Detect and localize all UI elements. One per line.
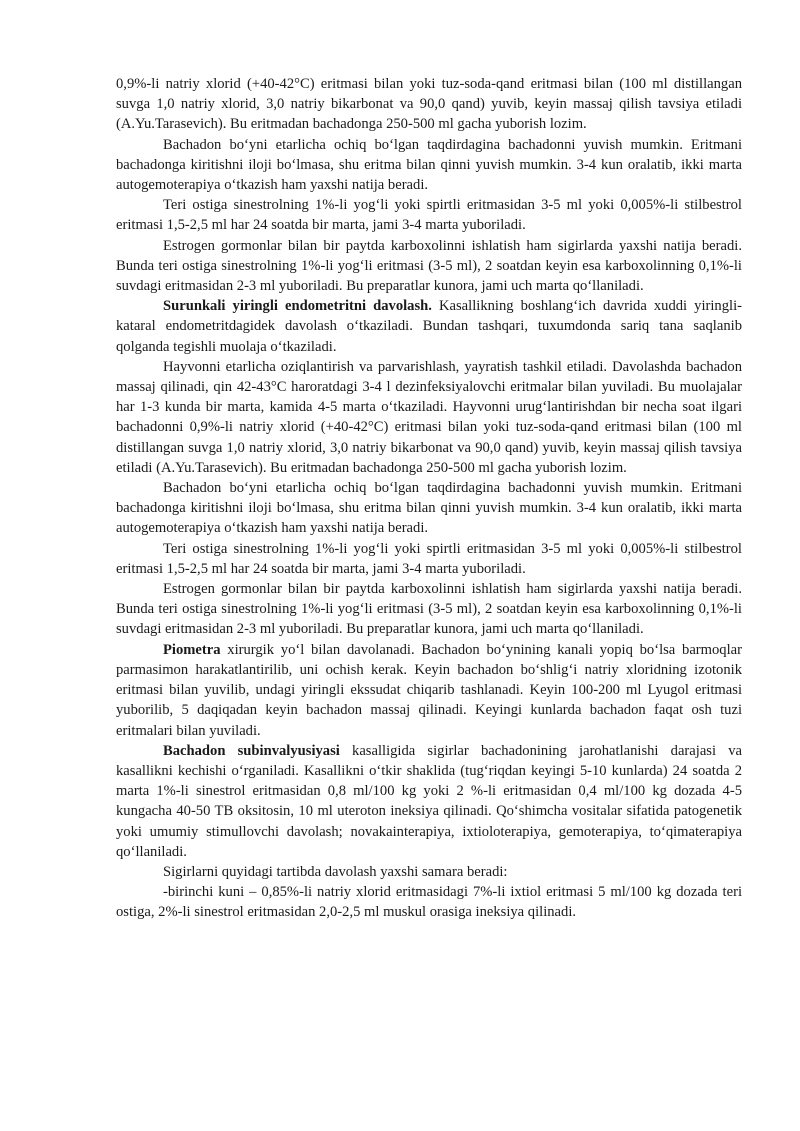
- paragraph: [116, 862, 742, 882]
- paragraph: [116, 882, 742, 922]
- paragraph: [116, 236, 742, 297]
- paragraph: [116, 478, 742, 539]
- paragraph-text: Kasallikning boshlang‘ich davrida xuddi yiringli-kataral endometritdagidek davolash o‘tkaziladi. Bundan tashqari, tuxumdonda sariq tana saqlanib qolganda tegishli muolaja o‘tkaziladi.: [116, 298, 742, 355]
- paragraph: [116, 579, 742, 640]
- paragraph: [116, 195, 742, 235]
- paragraph-text: Bachadon bo‘yni etarlicha ochiq bo‘lgan taqdirdagina bachadonni yuvish mumkin. Eritmani bachadonga kiritishni iloji bo‘lmasa, shu eritma bilan qinni yuvish mumkin. 3-4 kun oralatib, ikki marta autogemoterapiya o‘tkazish ham yaxshi natija beradi.: [116, 136, 742, 194]
- paragraph-text: 0,9%-li natriy xlorid (+40-42°C) eritmasi bilan yoki tuz-soda-qand eritmasi bilan (100 ml distillangan suvga 1,0 natriy xlorid, 3,0 natriy bikarbonat va 90,0 qand) yuvib, keyin massaj qilish tavsiya etiladi (A.Yu.Tarasevich). Bu eritmadan bachadonga 250-500 ml gacha yuborish lozim.: [116, 76, 742, 133]
- section-heading: Piometra: [163, 641, 221, 658]
- paragraph: [116, 135, 742, 196]
- paragraph-text: Teri ostiga sinestrolning 1%-li yog‘li yoki spirtli eritmasidan 3-5 ml yoki 0,005%-li stilbestrol eritmasi 1,5-2,5 ml har 24 soatda bir marta, jami 3-4 marta yuboriladi.: [116, 540, 742, 577]
- section-heading: Bachadon subinvalyusiyasi: [163, 742, 340, 759]
- paragraph: [116, 741, 742, 862]
- paragraph-text: Estrogen gormonlar bilan bir paytda karboxolinni ishlatish ham sigirlarda yaxshi natija beradi. Bunda teri ostiga sinestrolning 1%-li yog‘li eritmasi (3-5 ml), 2 soatdan keyin esa karboxolinning 0,1%-li suvdagi eritmasidan 2-3 ml yuboriladi. Bu preparatlar kunora, jami uch marta qo‘llaniladi.: [116, 237, 742, 295]
- paragraph: [116, 539, 742, 579]
- paragraph-text: xirurgik yo‘l bilan davolanadi. Bachadon bo‘ynining kanali yopiq bo‘lsa barmoqlar parmasimon harakatlantirilib, uni ochish kerak. Keyin bachadon bo‘shlig‘i natriy xloridning izotonik eritmasi bilan yuvilib, undagi yiringli ekssudat chiqarib tashlanadi. Keyin 100-200 ml Lyugol eritmasi yuborilib, 5 daqiqadan keyin bachadon massaj qilinadi. Keyingi kunlarda bachadon faqat osh tuzi eritmalari bilan yuviladi.: [116, 641, 742, 739]
- paragraph-text: Hayvonni etarlicha oziqlantirish va parvarishlash, yayratish tashkil etiladi. Davolashda bachadon massaj qilinadi, qin 42-43°C haroratdagi 3-4 l dezinfeksiyalovchi eritmalar bilan yuviladi. Bu muolajalar har 1-3 kunda bir marta, kamida 4-5 marta o‘tkaziladi. Hayvonni urug‘lantirishdan bir necha soat ilgari bachadonni 0,9%-li natriy xlorid (+40-42°C) eritmasi bilan yoki tuz-soda-qand eritmasi bilan (100 ml distillangan suvga 1,0 natriy xlorid, 3,0 natriy bikarbonat va 90,0 qand) yuvib, keyin massaj qilish tavsiya etiladi (A.Yu.Tarasevich). Bu eritmadan bachadonga 250-500 ml gacha yuborish lozim.: [116, 358, 742, 476]
- paragraph-text: Sigirlarni quyidagi tartibda davolash yaxshi samara beradi:: [163, 863, 508, 880]
- paragraph-text: -birinchi kuni – 0,85%-li natriy xlorid eritmasidagi 7%-li ixtiol eritmasi 5 ml/100 kg dozada teri ostiga, 2%-li sinestrol eritmasidan 2,0-2,5 ml muskul orasiga ineksiya qilinadi.: [116, 884, 742, 921]
- paragraph-text: kasalligida sigirlar bachadonining jarohatlanishi darajasi va kasallikni kechishi o‘rganiladi. Kasallikni o‘tkir shaklida (tug‘riqdan keyingi 5-10 kunlarda) 24 soatda 2 marta 1%-li sinestrol eritmasidan 0,8 ml/100 kg yoki 2 %-li eritmasidan 0,4 ml/100 kg dozada 4-5 kungacha 40-50 TB oksitosin, 10 ml uteroton ineksiya qilinadi. Qo‘shimcha vositalar sifatida patogenetik yoki umumiy stimullovchi davolash; novakainterapiya, ixtioloterapiya, gemoterapiya, to‘qimaterapiya qo‘llaniladi.: [116, 742, 742, 860]
- paragraph-text: Bachadon bo‘yni etarlicha ochiq bo‘lgan taqdirdagina bachadonni yuvish mumkin. Eritmani bachadonga kiritishni iloji bo‘lmasa, shu eritma bilan qinni yuvish mumkin. 3-4 kun oralatib, ikki marta autogemoterapiya o‘tkazish ham yaxshi natija beradi.: [116, 480, 742, 537]
- paragraph: [116, 296, 742, 357]
- paragraph-text: Teri ostiga sinestrolning 1%-li yog‘li yoki spirtli eritmasidan 3-5 ml yoki 0,005%-li stilbestrol eritmasi 1,5-2,5 ml har 24 soatda bir marta, jami 3-4 marta yuboriladi.: [116, 197, 742, 234]
- paragraph: [116, 357, 742, 478]
- paragraph-text: Estrogen gormonlar bilan bir paytda karboxolinni ishlatish ham sigirlarda yaxshi natija beradi. Bunda teri ostiga sinestrolning 1%-li yog‘li eritmasi (3-5 ml), 2 soatdan keyin esa karboxolinning 0,1%-li suvdagi eritmasidan 2-3 ml yuboriladi. Bu preparatlar kunora, jami uch marta qo‘llaniladi.: [116, 581, 742, 638]
- paragraph: [116, 640, 742, 741]
- paragraph: [116, 74, 742, 135]
- document-page: [116, 74, 742, 923]
- section-heading: Surunkali yiringli endometritni davolash.: [163, 298, 432, 315]
